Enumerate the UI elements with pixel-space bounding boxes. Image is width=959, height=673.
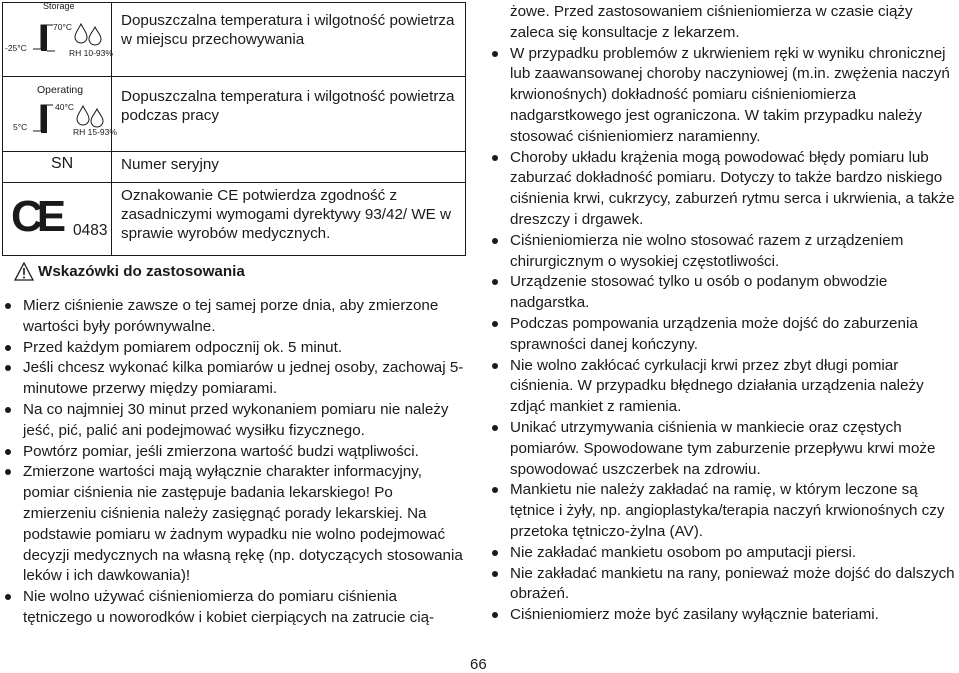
symbol-row-serial bbox=[3, 152, 466, 183]
warning-triangle-icon bbox=[14, 262, 34, 281]
storage-humidity: RH 10-93% bbox=[69, 48, 113, 58]
list-item: W przypadku problemów z ukrwieniem ręki w wyniku chronicznej lub zaawansowanej choroby naczyniowej (m.in. zwężenia naczyń krwionośnych) dokładność pomiaru ciśnieniomierza nadgarstkowego jest ograniczona. W takim przypadku należy stosować ciśnieniomierz naramienny. bbox=[491, 44, 955, 148]
ce-number: 0483 bbox=[73, 222, 108, 239]
list-item: Mierz ciśnienie zawsze o tej samej porze dnia, aby zmierzone wartości były porównywalne. bbox=[4, 296, 466, 338]
list-item: Ciśnieniomierza nie wolno stosować razem z urządzeniem chirurgicznym o wysokiej częstotliwości. bbox=[491, 231, 955, 273]
storage-description: Dopuszczalna temperatura i wilgotność powietrza w miejscu przechowywania bbox=[112, 3, 466, 77]
ce-mark: CE bbox=[11, 192, 61, 241]
list-item: Choroby układu krążenia mogą powodować błędy pomiaru lub zaburzać dokładność pomiaru. Dotyczy to także bardzo niskiego ciśnienia krwi, cukrzycy, zaburzeń rytmu serca i ukrwienia, a także dreszczy i drgawek. bbox=[491, 148, 955, 231]
humidity-drop-icon bbox=[75, 103, 109, 129]
operating-symbol bbox=[3, 77, 117, 152]
list-item: Ciśnieniomierz może być zasilany wyłącznie bateriami. bbox=[491, 605, 955, 626]
ce-description: Oznakowanie CE potwierdza zgodność z zasadniczymi wymogami dyrektywy 93/42/ WE w sprawie wyrobów medycznych. bbox=[112, 183, 466, 256]
list-item: Nie zakładać mankietu na rany, ponieważ może dojść do dalszych obrażeń. bbox=[491, 564, 955, 606]
section-heading bbox=[14, 262, 245, 281]
list-item: Na co najmniej 30 minut przed wykonaniem pomiaru nie należy jeść, pić, palić ani podejmować wysiłku fizycznego. bbox=[4, 400, 466, 442]
symbol-table bbox=[2, 2, 466, 256]
list-item: Nie wolno używać ciśnieniomierza do pomiaru ciśnienia tętniczego u noworodków i kobiet cierpiących na zatrucie cią- bbox=[4, 587, 466, 629]
thermometer-icon bbox=[31, 97, 71, 139]
serial-symbol bbox=[3, 152, 112, 183]
operating-low: 5°C bbox=[13, 122, 28, 132]
list-item: Urządzenie stosować tylko u osób o podanym obwodzie nadgarstka. bbox=[491, 272, 955, 314]
list-item: Unikać utrzymywania ciśnienia w mankiecie oraz częstych pomiarów. Spowodowane tym zaburzenie przepływu krwi może spowodować uszczerbek na zdrowiu. bbox=[491, 418, 955, 480]
serial-description: Numer seryjny bbox=[112, 152, 466, 183]
symbol-row-operating bbox=[3, 77, 466, 152]
symbol-row-ce bbox=[3, 183, 466, 256]
list-item: Przed każdym pomiarem odpocznij ok. 5 minut. bbox=[4, 338, 466, 359]
storage-low: -25°C bbox=[5, 43, 27, 53]
list-item: Podczas pompowania urządzenia może dojść do zaburzenia sprawności danej kończyny. bbox=[491, 314, 955, 356]
page-number: 66 bbox=[470, 656, 487, 673]
operating-humidity: RH 15-93% bbox=[73, 127, 117, 137]
storage-high: 70°C bbox=[53, 22, 72, 32]
list-item: Nie zakładać mankietu osobom po amputacji piersi. bbox=[491, 543, 955, 564]
list-item: Powtórz pomiar, jeśli zmierzona wartość budzi wątpliwości. bbox=[4, 442, 466, 463]
list-item: Nie wolno zakłócać cyrkulacji krwi przez zbyt długi pomiar ciśnienia. W przypadku błędnego działania urządzenia należy zdjąć mankiet z ramienia. bbox=[491, 356, 955, 418]
list-item-continuation: żowe. Przed zastosowaniem ciśnieniomierza w czasie ciąży zaleca się konsultacje z lekarzem. bbox=[510, 3, 913, 41]
operating-description: Dopuszczalna temperatura i wilgotność powietrza podczas pracy bbox=[112, 77, 466, 152]
list-item: Jeśli chcesz wykonać kilka pomiarów u jednej osoby, zachowaj 5-minutowe przerwy między pomiarami. bbox=[4, 358, 466, 400]
humidity-drop-icon bbox=[73, 21, 107, 47]
right-bullet-list bbox=[491, 2, 955, 626]
list-item: Mankietu nie należy zakładać na ramię, w którym leczone są tętnice i żyły, np. angioplastyka/terapia naczyń krwionośnych czy przetoka tętniczo-żylna (AV). bbox=[491, 480, 955, 542]
symbol-row-storage bbox=[3, 3, 466, 77]
operating-high: 40°C bbox=[55, 102, 74, 112]
list-item: Zmierzone wartości mają wyłącznie charakter informacyjny, pomiar ciśnienia nie zastępuje badania lekarskiego! Po zmierzeniu ciśnienia należy zasięgnąć porady lekarskiej. Na podstawie pomiaru w żadnym wypadku nie wolno podejmować decyzji medycznych na własną rękę (np. dotyczących stosowania leków i ich dawkowania)! bbox=[4, 462, 466, 587]
storage-header: Storage bbox=[43, 1, 75, 11]
serial-label: SN bbox=[51, 155, 74, 172]
operating-header: Operating bbox=[37, 84, 84, 96]
ce-symbol bbox=[3, 183, 112, 256]
left-bullet-list bbox=[4, 296, 466, 629]
section-title: Wskazówki do zastosowania bbox=[38, 263, 245, 280]
storage-symbol bbox=[3, 3, 112, 77]
